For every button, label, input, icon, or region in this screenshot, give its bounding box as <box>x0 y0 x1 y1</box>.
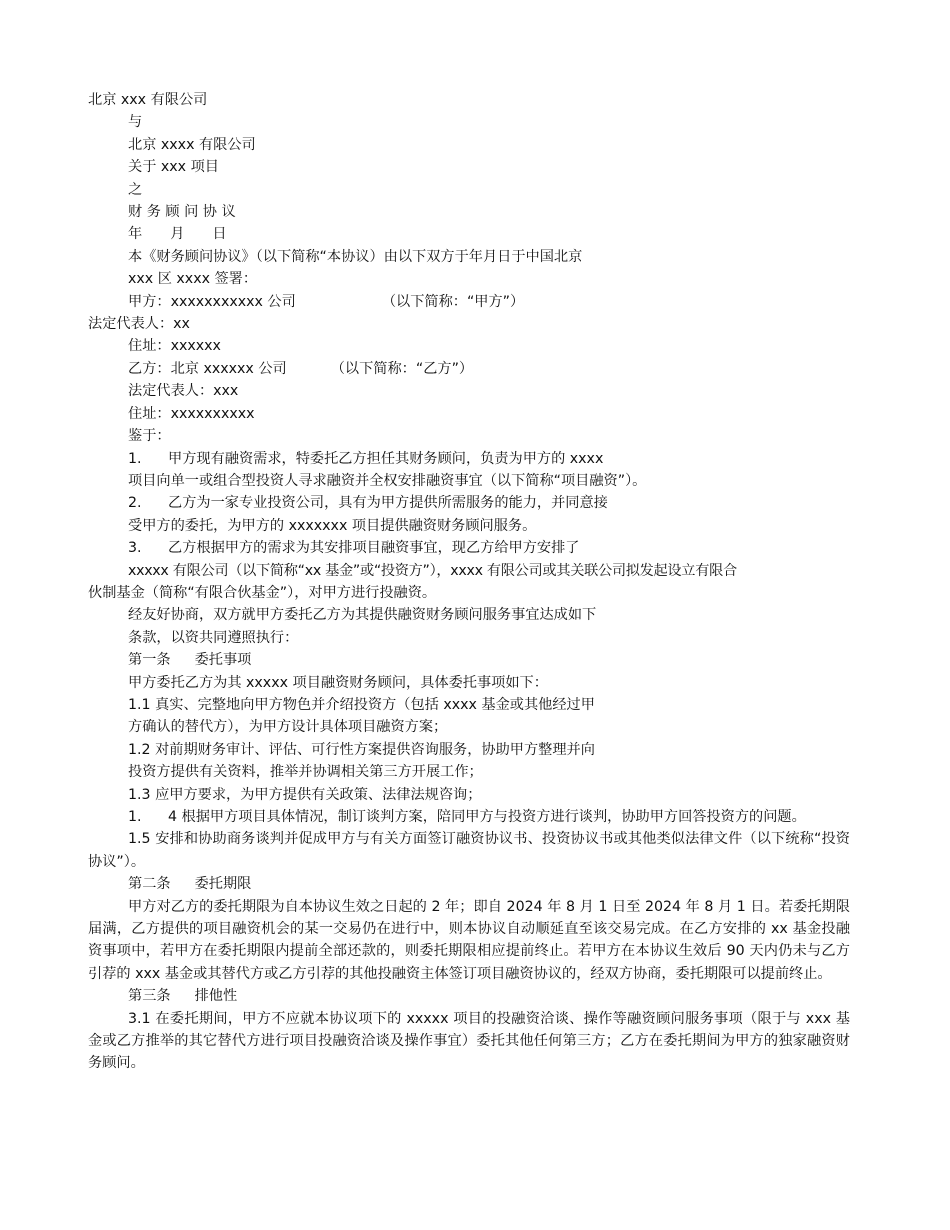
article-2-body: 甲方对乙方的委托期限为自本协议生效之日起的 2 年；即自 2024 年 8 月 1 日至 2024 年 8 月 1 日。若委托期限届满，乙方提供的项目融资机会的某一交易仍在进行中，则本协议自动顺延直至该交易完成。在乙方安排的 xx 基金投融资事项中，若甲方在委托期限内提前全部还款的，则委托期限相应提前终止。若甲方在本协议生效后 90 天内仍未与乙方引荐的 xxx 基金或其替代方或乙方引荐的其他投融资主体签订项目融资协议的，经双方协商，委托期限可以提前终止。 <box>88 898 850 982</box>
recital-3-line-3: 伙制基金（简称“有限合伙基金”），对甲方进行投融资。 <box>88 584 437 601</box>
item-1-5: 1.5 安排和协助商务谈判并促成甲方与有关方面签订融资协议书、投资协议书或其他类似法律文件（以下统称“投资协议”）。 <box>88 831 850 870</box>
title-of: 之 <box>128 181 143 198</box>
whereas-heading: 鉴于： <box>128 428 171 445</box>
title-company-b: 北京 xxxx 有限公司 <box>128 136 256 153</box>
article-1-heading: 第一条 委托事项 <box>128 652 252 669</box>
recital-2-line-2: 受甲方的委托，为甲方的 xxxxxxx 项目提供融资财务顾问服务。 <box>128 517 537 534</box>
party-a-address: 住址：xxxxxx <box>128 338 221 355</box>
article-1-lead: 甲方委托乙方为其 xxxxx 项目融资财务顾问，具体委托事项如下： <box>128 674 548 691</box>
agreement-body <box>88 89 850 1075</box>
recital-1-line-1: 1. 甲方现有融资需求，特委托乙方担任其财务顾问，负责为甲方的 xxxx <box>88 448 850 470</box>
title-company-a: 北京 xxx 有限公司 <box>88 92 208 108</box>
article-2-heading: 第二条 委托期限 <box>128 876 252 893</box>
party-a-rep: 法定代表人：xx <box>88 316 190 333</box>
intro-line-2: xxx 区 xxxx 签署： <box>128 271 258 288</box>
party-a-alias: （以下简称：“甲方”） <box>381 293 525 310</box>
date-year: 年 <box>128 226 143 243</box>
date-line <box>88 223 850 245</box>
item-1-1-line-1: 1.1 真实、完整地向甲方物色并介绍投资方（包括 xxxx 基金或其他经过甲 <box>128 696 595 713</box>
party-b-address: 住址：xxxxxxxxxx <box>128 405 255 422</box>
article-3-heading: 第三条 排他性 <box>128 988 238 1005</box>
item-1-3: 1.3 应甲方要求，为甲方提供有关政策、法律法规咨询； <box>128 786 482 803</box>
item-1-2-line-1: 1.2 对前期财务审计、评估、可行性方案提供咨询服务，协助甲方整理并向 <box>128 741 595 758</box>
title-and: 与 <box>128 114 143 131</box>
recital-3-number: 3. <box>128 540 142 557</box>
party-a-line <box>88 291 850 313</box>
recital-3-line-2: xxxxx 有限公司（以下简称“xx 基金”或“投资方”），xxxx 有限公司或其关联公司拟发起设立有限合 <box>128 562 737 579</box>
recital-2-line-1: 2. 乙方为一家专业投资公司，具有为甲方提供所需服务的能力，并同意接 <box>88 492 850 514</box>
recital-1-number: 1. <box>128 450 142 467</box>
party-b-alias: （以下简称：“乙方”） <box>330 360 474 377</box>
article-3-body: 3.1 在委托期间，甲方不应就本协议项下的 xxxxx 项目的投融资洽谈、操作等融资顾问服务事项（限于与 xxx 基金或乙方推举的其它替代方进行项目投融资洽谈及操作事宜）委托其他任何第三方；乙方在委托期间为甲方的独家融资财务顾问。 <box>88 1010 850 1072</box>
intro-line-1: 本《财务顾问协议》（以下简称“本协议）由以下双方于年月日于中国北京 <box>128 248 583 265</box>
consult-line-1: 经友好协商，双方就甲方委托乙方为其提供融资财务顾问服务事宜达成如下 <box>128 607 597 624</box>
item-1-2-line-2: 投资方提供有关资料，推举并协调相关第三方开展工作； <box>128 764 483 781</box>
date-day: 日 <box>212 226 227 243</box>
title-agreement: 财 务 顾 问 协 议 <box>128 204 236 221</box>
recital-1-line-2: 项目向单一或组合型投资人寻求融资并全权安排融资事宜（以下简称“项目融资”）。 <box>128 472 647 489</box>
party-b-name: 乙方：北京 xxxxxx 公司 <box>128 360 287 377</box>
item-1-1-line-2: 方确认的替代方），为甲方设计具体项目融资方案； <box>128 719 448 736</box>
recital-3-line-1: 3. 乙方根据甲方的需求为其安排项目融资事宜，现乙方给甲方安排了 <box>88 537 850 559</box>
party-b-line <box>88 358 850 380</box>
recital-2-number: 2. <box>128 495 142 512</box>
party-b-rep: 法定代表人：xxx <box>128 383 239 400</box>
title-project: 关于 xxx 项目 <box>128 159 219 176</box>
party-a-name: 甲方：xxxxxxxxxxx 公司 <box>128 293 296 310</box>
date-month: 月 <box>170 226 185 243</box>
item-1-4: 1. 4 根据甲方项目具体情况，制订谈判方案，陪同甲方与投资方进行谈判，协助甲方回答投资方的问题。 <box>88 806 850 828</box>
item-1-4-number: 1. <box>128 809 142 825</box>
consult-line-2: 条款，以资共同遵照执行： <box>128 629 299 646</box>
